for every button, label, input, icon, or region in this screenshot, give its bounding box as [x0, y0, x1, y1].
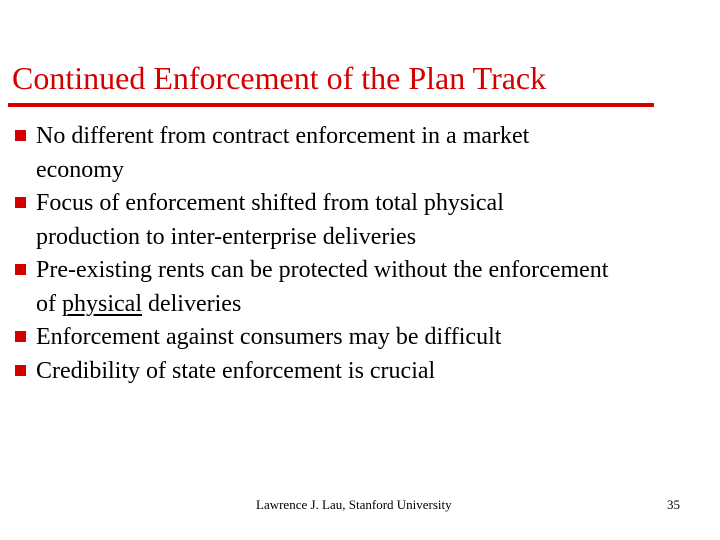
square-bullet-icon — [15, 331, 26, 342]
bullet-item — [12, 321, 712, 355]
title-underline-rule — [8, 103, 654, 107]
bullet-item — [12, 355, 712, 389]
bullet-item — [12, 254, 712, 321]
bullet-text-fragment: deliveries — [141, 290, 242, 317]
bullet-text-line: Pre-existing rents can be protected without the enforcement — [36, 257, 609, 283]
bullet-text-line — [36, 288, 712, 322]
bullet-text-line: Focus of enforcement shifted from total physical — [36, 190, 504, 216]
square-bullet-icon — [15, 264, 26, 275]
footer-author: Lawrence J. Lau, Stanford University — [256, 497, 452, 512]
square-bullet-icon — [15, 130, 26, 141]
page-number: 35 — [667, 497, 680, 512]
underlined-word: physical — [62, 290, 142, 317]
square-bullet-icon — [15, 365, 26, 376]
bullet-text-line: production to inter-enterprise deliveries — [36, 223, 417, 250]
bullet-text-line: economy — [36, 156, 124, 183]
bullet-text-fragment: of — [36, 290, 62, 317]
square-bullet-icon — [15, 197, 26, 208]
bullet-list — [12, 120, 712, 388]
bullet-item — [12, 120, 712, 187]
bullet-text-line: Credibility of state enforcement is crucial — [36, 357, 436, 384]
slide-title: Continued Enforcement of the Plan Track — [12, 60, 547, 96]
bullet-item — [12, 187, 712, 254]
bullet-text-line: No different from contract enforcement in a market — [36, 123, 530, 149]
bullet-text-line: Enforcement against consumers may be difficult — [36, 324, 502, 350]
